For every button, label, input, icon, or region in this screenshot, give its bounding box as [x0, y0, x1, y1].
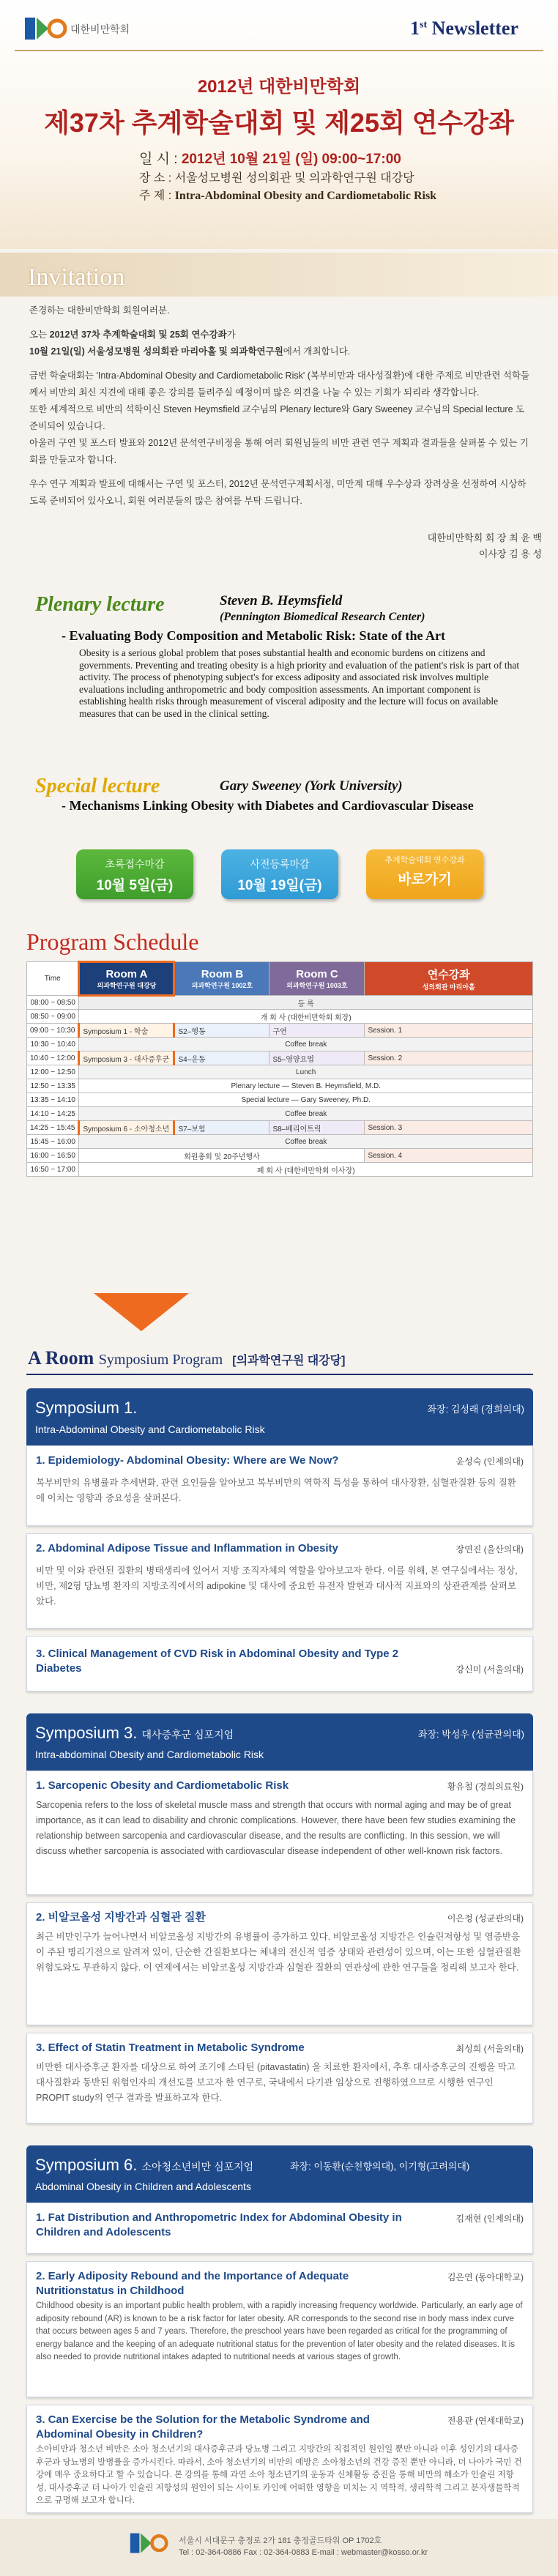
plenary-abstract: Obesity is a serious global problem that poses substantial health and economic burdens on citizens and governments. Preventing and treating obesity is a high priority and evaluation of the patient's risk is part of that activity. The process of phenotyping subject's for excess adiposity and associated risk involves multiple evaluations including anthropometric and body composition assessments. An important component is establishing health risks through measurement of visceral adiposity and the lecture will focus on available measures that can be used in the clinical setting.: [79, 647, 520, 719]
row-room-b[interactable]: S4–운동: [174, 1051, 269, 1065]
talk-speaker: 이은정 (성균관의대): [447, 1913, 524, 1924]
talk-title: 3. Clinical Management of CVD Risk in Abdominal Obesity and Type 2 Diabetes: [36, 1648, 399, 1675]
invitation-paragraph-1: [29, 327, 535, 360]
abstract-deadline-date: 10월 5일(금): [96, 878, 174, 893]
time-header: Time: [27, 962, 79, 996]
p1-e: 에서 개최합니다.: [283, 346, 351, 357]
registration-deadline-label: 사전등록마감: [250, 858, 310, 870]
row-course[interactable]: Session. 1: [365, 1024, 533, 1038]
kosso-logo[interactable]: [23, 15, 67, 44]
symposium-number: [35, 2156, 253, 2175]
row-time: 12:00 ~ 12:50: [27, 1065, 79, 1079]
room-a-header[interactable]: [79, 962, 174, 996]
schedule-row: [27, 1024, 533, 1038]
invitation-paragraph-5: 우수 연구 계획과 발표에 대해서는 구연 및 포스터, 2012년 문석연구계획서정, 미만계 대해 우수상과 장려상을 선정하여 시상하도록 준비되어 있사오니, 회원 여러분들의 많은 참여를 부탁 드립니다.: [29, 479, 527, 506]
talk-summary: 최근 비만인구가 늘어나면서 비알코올성 지방간의 유병률이 증가하고 있다. 비알코올성 지방간은 인슐린저항성 및 염증반응이 주된 병리기전으로 알려져 있어, 단순한 간질환보다는 체내의 전신적 염증 상태와 관련성이 있으며, 이는 또한 심혈관질환 위험도와도 무관하지 않다. 이 연제에서는 비알코올성 지방간과 심혈관 질환의 연관성에 관한 연구들을 정리해 보고자 한다.: [36, 1932, 521, 1973]
date-label: 일 시 :: [139, 152, 178, 167]
symposium-chair: 좌장: 박성우 (성균관의대): [417, 1729, 524, 1740]
talk-speaker: 황유철 (경희의료원): [447, 1782, 524, 1792]
row-course[interactable]: Session. 2: [365, 1051, 533, 1065]
talk-box: [26, 1636, 533, 1691]
header-divider: [15, 50, 543, 51]
row-time: 08:00 ~ 08:50: [27, 996, 79, 1010]
talk-title: 2. 비알코올성 지방간과 심혈관 질환: [36, 1911, 207, 1924]
plenary-title: - Evaluating Body Composition and Metabolic Risk: State of the Art: [62, 628, 446, 643]
schedule-row: [27, 1163, 533, 1177]
talk-summary: 복부비만의 유병률과 추세변화, 관련 요인들을 알아보고 복부비만의 역학적 특성을 통하여 대사장환, 심혈관질환 등의 질환에 이치는 영향과 중요성을 살펴본다.: [36, 1478, 516, 1503]
special-title: - Mechanisms Linking Obesity with Diabetes and Cardiovascular Disease: [62, 798, 474, 813]
society-name: 대한비만학회: [70, 23, 130, 35]
talk-summary: Childhood obesity is an important public health problem, with a rapidly increasing frequency worldwide. Particularly, an early age of adiposity rebound (AR) is known to be a risk factor for later obesity. AR corresponds to the second rise in body mass index curve that occurs between ages 5 and 7 years. Therefore, the preschool years have been regarded as critical for the programming of energy balance and the keeping of an adequate nutritional status for the prevention of later obesity and the related diseases. It is also needed to provide nutritional intakes adapted to nutritional needs at various stages of growth.: [36, 2301, 523, 2361]
event-place: [139, 168, 414, 185]
row-time: 10:30 ~ 10:40: [27, 1038, 79, 1051]
talk-box: [26, 1902, 533, 2025]
signature-president: 대한비만학회 회 장 최 윤 백: [427, 532, 542, 543]
row-event: Coffee break: [79, 1107, 533, 1121]
a-room-heading: [28, 1347, 345, 1369]
row-time: 14:10 ~ 14:25: [27, 1107, 79, 1121]
talk-speaker: 최성희 (서울의대): [455, 2044, 524, 2054]
symposium-chair: 좌장: 김성래 (경희의대): [427, 1404, 524, 1415]
date-value: 2012년 10월 21일 (일) 09:00~17:00: [181, 152, 401, 167]
room-a-arrow-icon: [94, 1293, 189, 1331]
row-event: 개 회 사 (대한비만학회 회장): [79, 1010, 533, 1024]
abstract-deadline-label: 초록접수마감: [105, 858, 165, 870]
room-c-header[interactable]: [269, 962, 365, 996]
plenary-speaker: Steven B. Heymsfield: [220, 593, 343, 608]
room-b-location: 의과학연구원 1002호: [191, 981, 253, 989]
place-label: 장 소 :: [139, 172, 172, 185]
talk-summary: 비만한 대사증후군 환자를 대상으로 하여 조기에 스타틴 (pitavastatin) 을 치료한 환자에서, 추후 대사증후군의 진행을 막고 대사질환과 동반된 위험인자의 개선도를 보고자 한 연구로, 국내에서 다기관 임상으로 진행하였으므로 시행한 연구인 PROPIT study의 연구 결과를 발표하고자 한다.: [36, 2062, 516, 2103]
plenary-affiliation: (Pennington Biomedical Research Center): [220, 611, 425, 623]
room-a-location: 의과학연구원 대강당: [97, 981, 157, 989]
talk-speaker: 김재현 (인제의대): [455, 2214, 524, 2224]
talk-speaker: 김은연 (동아대학교): [447, 2272, 524, 2282]
row-event: 회원총회 및 20주년행사: [79, 1149, 365, 1163]
row-course[interactable]: Session. 4: [365, 1149, 533, 1163]
a-room-title: A Room: [28, 1347, 94, 1369]
invitation-heading: Invitation: [28, 264, 125, 291]
talk-title: 3. Can Exercise be the Solution for the Metabolic Syndrome and Abdominal Obesity in Children?: [36, 2413, 370, 2441]
a-room-location: [의과학연구원 대강당]: [232, 1355, 346, 1367]
event-title-main: 제37차 추계학술대회 및 제25회 연수강좌: [44, 108, 514, 138]
newsletter-label: [410, 18, 518, 40]
row-room-a[interactable]: Symposium 1 - 학술: [79, 1024, 174, 1038]
row-room-b[interactable]: S7–보험: [174, 1121, 269, 1135]
talk-box: [26, 2203, 533, 2254]
p1-a: 오는: [29, 330, 50, 340]
abstract-deadline-button[interactable]: [76, 849, 193, 899]
p1-d: 10월 21일(일) 서울성모병원 성의회관 마리아홀 및 의과학연구원: [29, 346, 283, 357]
conference-link-label: 추계학술대회 연수강좌: [384, 856, 465, 865]
row-event: Special lecture — Gary Sweeney, Ph.D.: [79, 1093, 533, 1107]
invitation-paragraph-3: 또한 세계적으로 비만의 석학이신 Steven Heymsfield 교수님의 Plenary lecture와 Gary Sweeney 교수님의 Special lecture 도 준비되어 있습니다.: [29, 404, 525, 431]
special-label: Special lecture: [35, 775, 160, 797]
talk-box: [26, 1533, 533, 1628]
talk-box: [26, 2405, 533, 2513]
theme-label: 주 제 :: [139, 190, 172, 202]
talk-box: [26, 2261, 533, 2397]
invitation-greeting: 존경하는 대한비만학회 회원여러분.: [29, 305, 170, 316]
footer-contact: [179, 2535, 428, 2558]
plenary-label: Plenary lecture: [35, 593, 165, 616]
footer-phone-email: Tel : 02-364-0886 Fax : 02-364-0883 E-mail : webmaster@kosso.or.kr: [179, 2548, 428, 2557]
newsletter-ordinal: 1: [410, 18, 420, 39]
row-event: Lunch: [79, 1065, 533, 1079]
newsletter-word: Newsletter: [431, 18, 518, 39]
schedule-row: [27, 1038, 533, 1051]
schedule-row: [27, 1010, 533, 1024]
a-room-divider: [26, 1374, 533, 1375]
row-time: 12:50 ~ 13:35: [27, 1079, 79, 1093]
talk-speaker: 강신미 (서울의대): [455, 1664, 524, 1675]
course-name: 연수강좌: [427, 968, 470, 981]
event-theme: [139, 186, 436, 203]
symposium-subtitle: Intra-Abdominal Obesity and Cardiometabolic Risk: [35, 1423, 265, 1435]
course-location: 성의회관 마리아홀: [422, 983, 475, 991]
special-speaker: Gary Sweeney (York University): [220, 778, 403, 794]
row-event: 등 록: [79, 996, 533, 1010]
symposium-subtitle: Abdominal Obesity in Children and Adolescents: [35, 2181, 251, 2192]
row-time: 16:00 ~ 16:50: [27, 1149, 79, 1163]
talk-speaker: 전용관 (연세대학교): [447, 2416, 524, 2426]
a-room-subtitle: Symposium Program: [98, 1352, 223, 1368]
talk-title: 2. Abdominal Adipose Tissue and Inflammation in Obesity: [36, 1542, 338, 1555]
registration-deadline-button[interactable]: [221, 849, 338, 899]
talk-box: [26, 1771, 533, 1895]
registration-deadline-date: 10월 19일(금): [237, 878, 322, 893]
row-event: Coffee break: [79, 1135, 533, 1149]
schedule-row: [27, 1135, 533, 1149]
conference-link-button[interactable]: [366, 849, 483, 899]
row-time: 14:25 ~ 15:45: [27, 1121, 79, 1135]
symposium-subtitle: Intra-abdominal Obesity and Cardiometabolic Risk: [35, 1749, 264, 1760]
schedule-row: [27, 996, 533, 1010]
invitation-paragraph-4: 아울러 구연 및 포스터 발표와 2012년 문석연구비정을 통해 여러 회원님들의 비만 관련 연구 계획과 결과들을 살펴볼 수 있는 기회를 만들고자 합니다.: [29, 438, 529, 465]
theme-value: Intra-Abdominal Obesity and Cardiometabolic Risk: [174, 190, 437, 202]
row-room-c[interactable]: 구연: [269, 1024, 365, 1038]
program-schedule-title: Program Schedule: [26, 928, 199, 955]
program-schedule-table: [26, 961, 533, 1177]
symposium-1-header: [26, 1388, 533, 1445]
row-time: 15:45 ~ 16:00: [27, 1135, 79, 1149]
row-room-c[interactable]: S5–영양요법: [269, 1051, 365, 1065]
talk-summary: 소아비만과 청소년 비만은 소아 청소년기의 대사증후군과 당뇨병 그리고 지방간의 직접적인 원인일 뿐만 아니라 이후 성인기의 대사증후군과 당뇨병의 발병률을 증가시킨다. 따라서, 소아 청소년기의 비만의 예방은 소아청소년의 건강 증진 뿐만 아니라, 더 나아가 국민 건강에 매우 중요하다고 할 수 있습니다. 본 강의를 통해 과연 소아 청소년기의 운동과 신체활동 증진을 통해 비만의 해소가 인슐린 저항성, 대사증후군 더 나아가 인슐린 저항성의 원인이 되는 사이토 카인에 어떠한 영향을 미치는 지 역학적, 생리학적 그리고 분자생물학적으로 규명해 보고자 합니다.: [36, 2445, 522, 2505]
schedule-row: [27, 1107, 533, 1121]
schedule-row: [27, 1079, 533, 1093]
talk-box: [26, 1445, 533, 1526]
symposium-6-header: [26, 2145, 533, 2203]
symposium-korean-title: 소아청소년비만 심포지엄: [141, 2161, 254, 2173]
symposium-number-text: Symposium 3.: [35, 1724, 138, 1742]
conference-link-text: 바로가기: [398, 872, 452, 887]
talk-summary: Sarcopenia refers to the loss of skeletal muscle mass and strength that occurs with normal aging and may be of great importance, as it can lead to disability and chronic complications. However, there have been few studies examining the relationship between sarcopenia and cardiovascular disease, and the results are conflicting. In this session, we will discuss whether sarcopenia is associated with cardiovascular disease independent of other well-known risk factors.: [36, 1800, 516, 1856]
talk-speaker: 윤성숙 (인제의대): [455, 1456, 524, 1467]
room-c-name: Room C: [296, 967, 338, 980]
talk-title: 1. Epidemiology- Abdominal Obesity: Where are We Now?: [36, 1454, 339, 1467]
talk-speaker: 장연진 (울산의대): [455, 1544, 524, 1555]
p1-c: 가: [226, 330, 236, 340]
invitation-paragraph-2: 금번 학술대회는 'Intra-Abdominal Obesity and Cardiometabolic Risk' (복부비만과 대사성질환)에 대한 주제로 비만관련 석학들께서 비만의 최신 지견에 대해 좋은 강의를 들려주실 예정이며 많은 의견을 나눌 수 있는 기회가 되리라 생각합니다.: [29, 371, 530, 398]
symposium-korean-title: 대사증후군 심포지엄: [141, 1729, 234, 1741]
row-time: 10:40 ~ 12:00: [27, 1051, 79, 1065]
talk-title: 2. Early Adiposity Rebound and the Importance of Adequate Nutritionstatus in Childhood: [36, 2270, 349, 2297]
footer-address: 서울시 서대문구 충정로 2가 181 충정골드타워 OP 1702호: [179, 2536, 382, 2545]
row-room-b[interactable]: S2–행동: [174, 1024, 269, 1038]
talk-title: 3. Effect of Statin Treatment in Metabolic Syndrome: [36, 2041, 305, 2054]
talk-summary: 비만 및 이와 관련된 질환의 병태생리에 있어서 지방 조직자체의 역할을 알아보고자 한다. 이를 위해, 본 연구실에서는 정상, 비만, 제2형 당뇨병 환자의 지방조직에서의 adipokine 및 대사에 중요한 유전자 발현과 대사적 지표와의 상관관계를 살펴보았다.: [36, 1566, 518, 1607]
newsletter-ordinal-suffix: st: [420, 19, 428, 31]
event-date: [139, 148, 401, 168]
schedule-row: [27, 1051, 533, 1065]
footer-logo[interactable]: [129, 2531, 168, 2557]
course-header[interactable]: [365, 962, 533, 996]
row-time: 08:50 ~ 09:00: [27, 1010, 79, 1024]
symposium-3-header: [26, 1713, 533, 1771]
invitation-body: [29, 302, 535, 517]
p1-b: 2012년 37차 추계학술대회 및 25회 연수강좌: [49, 330, 227, 340]
row-room-a[interactable]: Symposium 6 - 소아청소년: [79, 1121, 174, 1135]
row-time: 09:00 ~ 10:30: [27, 1024, 79, 1038]
row-event: Plenary lecture — Steven B. Heymsfield, M.D.: [79, 1079, 533, 1093]
place-value: 서울성모병원 성의회관 및 의과학연구원 대강당: [174, 172, 414, 185]
schedule-row: [27, 1065, 533, 1079]
symposium-number: [35, 1724, 234, 1743]
row-time: 13:35 ~ 14:10: [27, 1093, 79, 1107]
schedule-row: [27, 1121, 533, 1135]
symposium-chair: 좌장: 이동환(순천향의대), 이기형(고려의대): [290, 2161, 470, 2172]
talk-box: [26, 2033, 533, 2123]
symposium-number: Symposium 1.: [35, 1399, 138, 1417]
signature-chairman: 이사장 김 용 성: [478, 548, 542, 559]
talk-title: 1. Fat Distribution and Anthropometric Index for Abdominal Obesity in Children and Adolescents: [36, 2211, 402, 2238]
row-room-a[interactable]: Symposium 3 - 대사증후군: [79, 1051, 174, 1065]
room-c-location: 의과학연구원 1003호: [286, 981, 348, 989]
talk-title: 1. Sarcopenic Obesity and Cardiometabolic Risk: [36, 1779, 289, 1792]
row-course[interactable]: Session. 3: [365, 1121, 533, 1135]
row-event: Coffee break: [79, 1038, 533, 1051]
room-a-name: Room A: [105, 967, 148, 980]
room-b-header[interactable]: [174, 962, 269, 996]
row-event: 폐 회 사 (대한비만학회 이사장): [79, 1163, 533, 1177]
symposium-number-text: Symposium 6.: [35, 2156, 138, 2174]
room-b-name: Room B: [201, 967, 244, 980]
schedule-row: [27, 1149, 533, 1163]
schedule-row: [27, 1093, 533, 1107]
event-title-year: 2012년 대한비만학회: [197, 77, 361, 97]
row-room-c[interactable]: S8–베리어트릭: [269, 1121, 365, 1135]
row-time: 16:50 ~ 17:00: [27, 1163, 79, 1177]
